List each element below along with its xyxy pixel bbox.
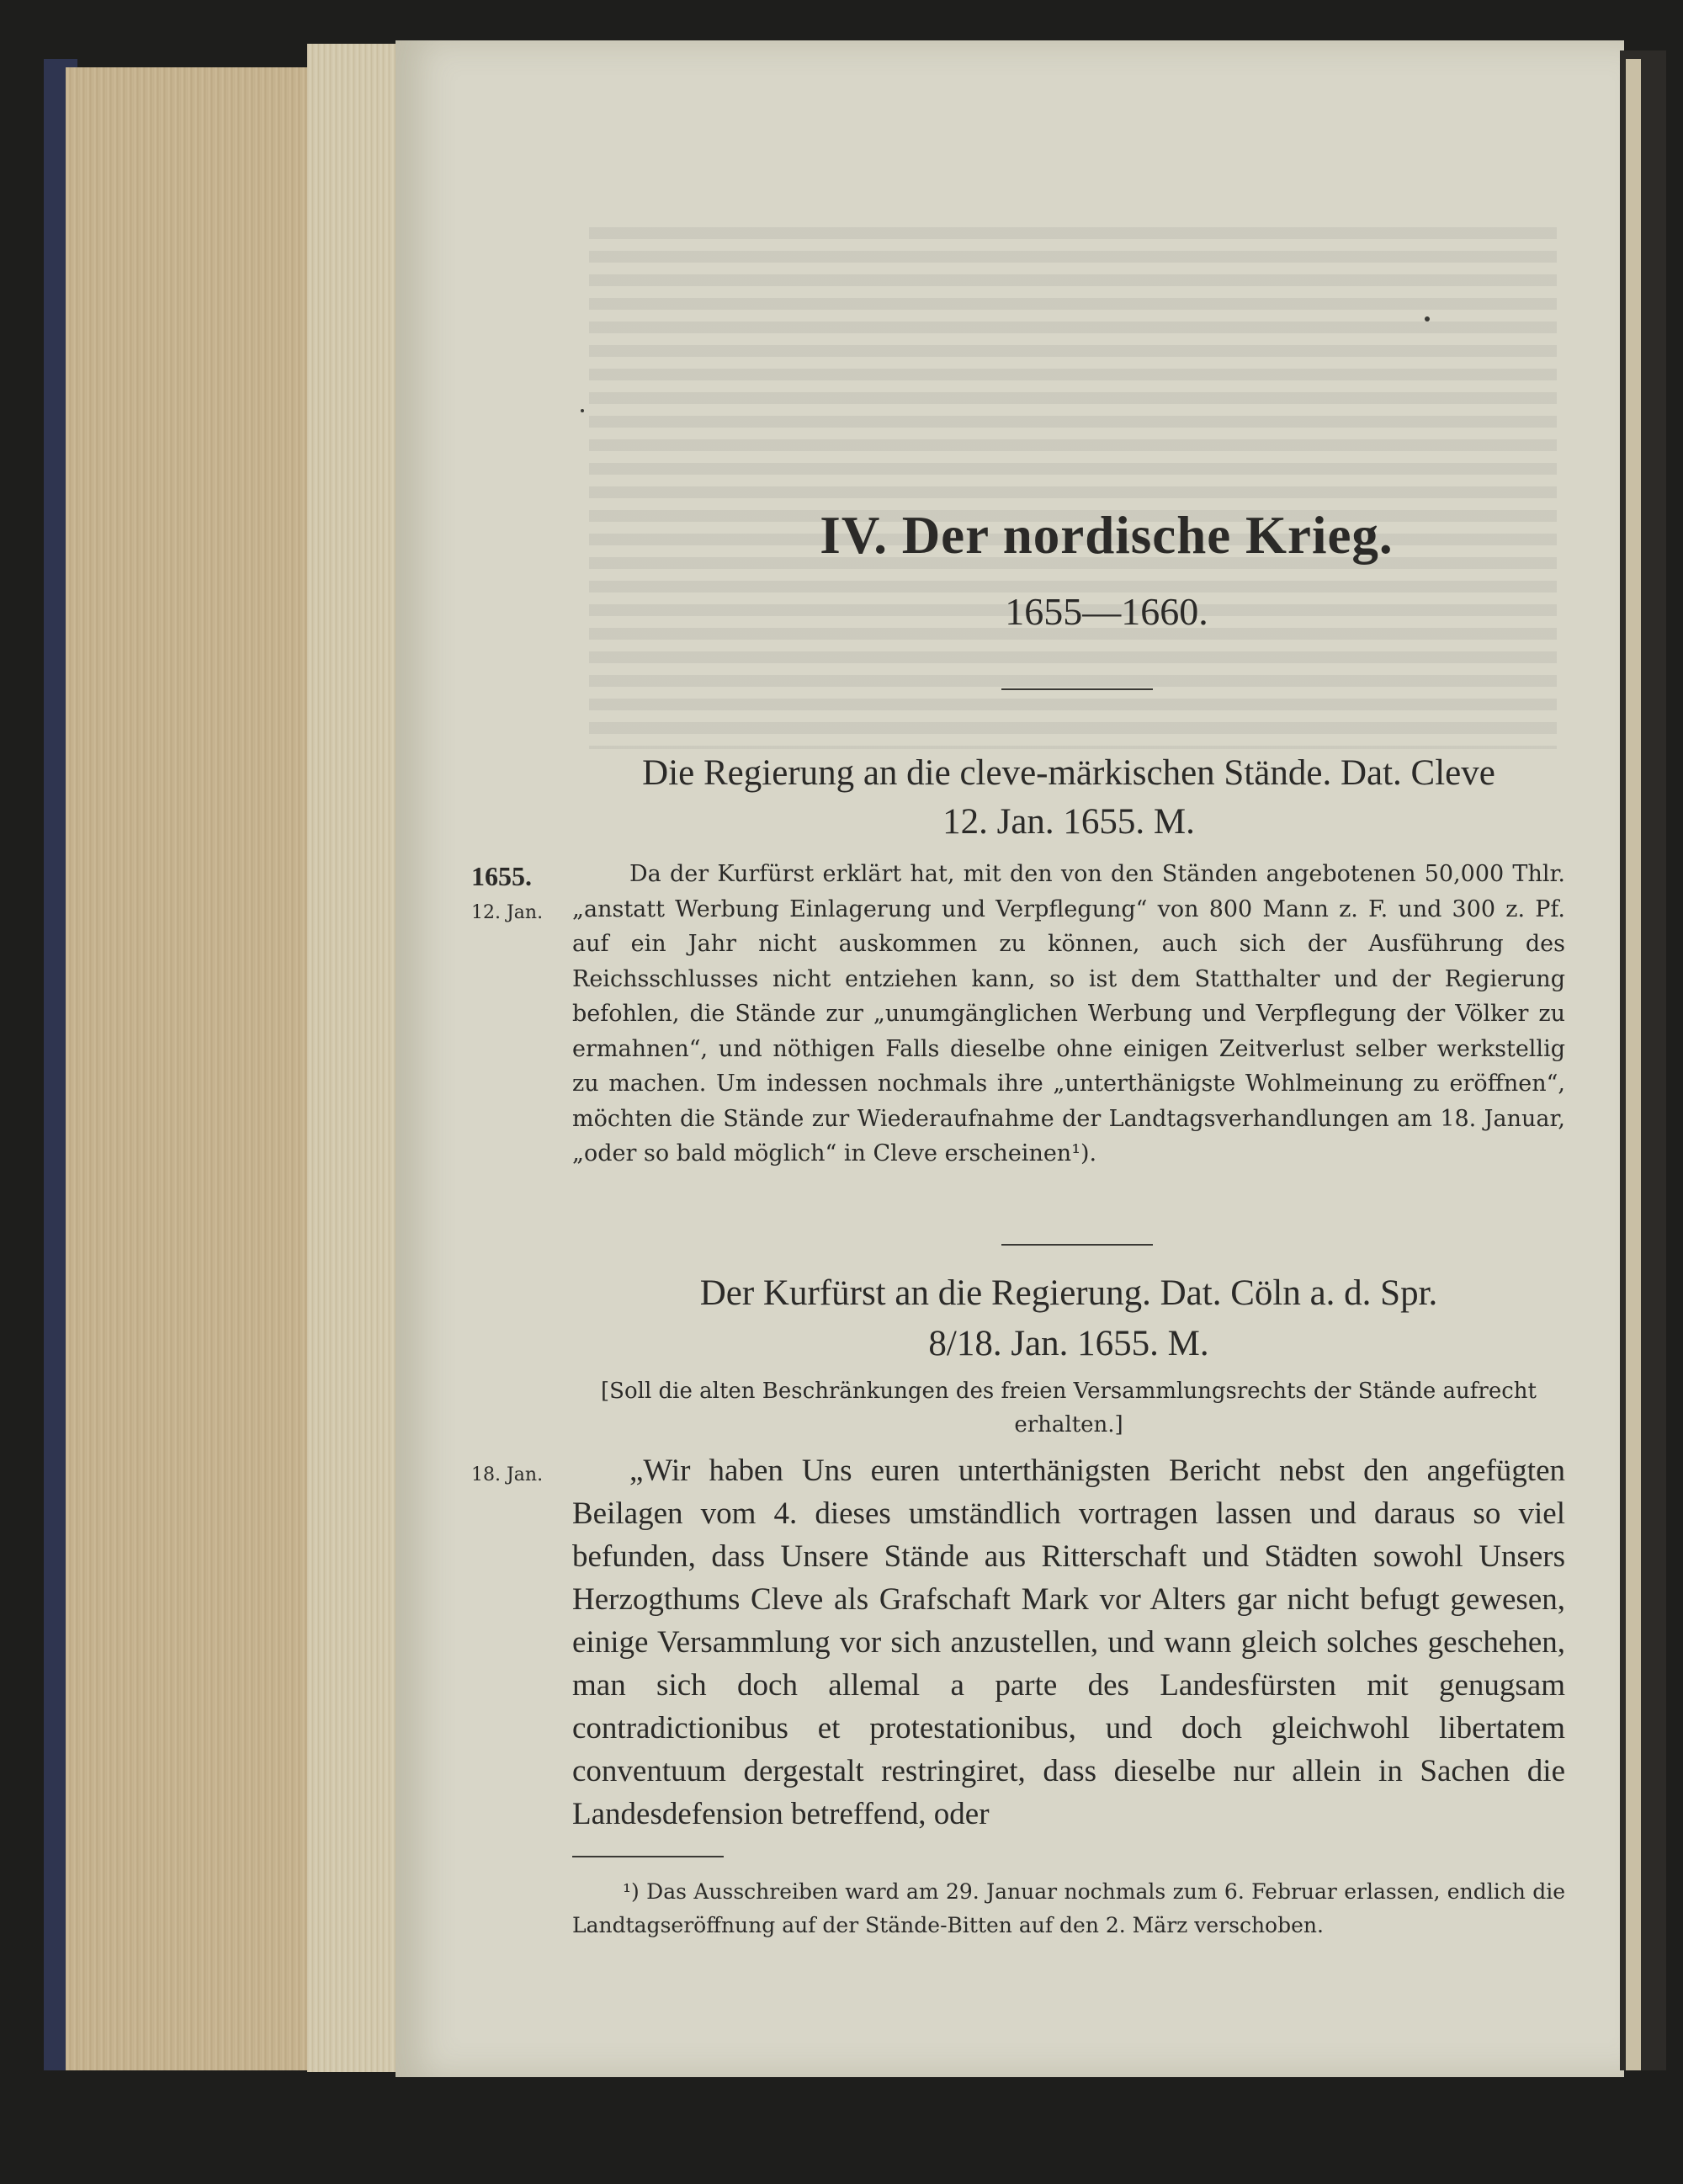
- bleed-through-text: [589, 227, 1557, 749]
- margin-date: 18. Jan.: [471, 1464, 544, 1485]
- page-edges: [66, 67, 318, 2070]
- footnote-rule: [572, 1856, 724, 1857]
- page-edge-inner: [307, 44, 400, 2072]
- section1-heading-line2: 12. Jan. 1655. M.: [942, 802, 1195, 842]
- next-page-edge: [1626, 59, 1641, 2070]
- section1-body: Da der Kurfürst erklärt hat, mit den von den Ständen angebotenen 50,000 Thlr. „anstatt Werbung Einlagerung und Verpflegung“ von 800 Mann z. F. und 300 z. Pf. auf ein Jahr nicht auskommen zu können, auch sich der Ausführung des Reichsschlusses nicht entziehen kann, so ist dem Statthalter und der Regierung befohlen, die Stände zur „unumgänglichen Werbung und Verpflegung der Völker zu ermahnen“, und nöthigen Falls dieselbe ohne einigen Zeitverlust selber werkstellig zu machen. Um indessen nochmals ihre „unterthänigste Wohlmeinung zu eröffnen“, möchten die Stände zur Wiederaufnahme der Landtagsverhandlungen am 18. Januar, „oder so bald möglich“ in Cleve erscheinen¹).: [572, 861, 1565, 1166]
- margin-date: 12. Jan.: [471, 902, 544, 923]
- margin-year: 1655.: [471, 861, 532, 891]
- footnote: ¹) Das Ausschreiben ward am 29. Januar nochmals zum 6. Februar erlassen, endlich die Landtagseröffnung auf der Stände-Bitten auf den 2. März verschoben.: [572, 1879, 1565, 1937]
- chapter-years: 1655—1660.: [1005, 590, 1208, 633]
- chapter-title: IV. Der nordische Krieg.: [820, 506, 1394, 565]
- section2-heading-line2: 8/18. Jan. 1655. M.: [928, 1324, 1209, 1363]
- divider: [1001, 1244, 1153, 1246]
- section1-heading-line1: Die Regierung an die cleve-märkischen Stände. Dat. Cleve: [642, 753, 1495, 793]
- divider: [1001, 688, 1153, 690]
- section2-heading-line1: Der Kurfürst an die Regierung. Dat. Cöln a. d. Spr.: [699, 1273, 1438, 1313]
- section2-body: „Wir haben Uns euren unterthänigsten Bericht nebst den angefügten Beilagen vom 4. dieses umständlich vortragen lassen und daraus so viel befunden, dass Unsere Stände aus Ritterschaft und Städten sowohl Unsers Herzogthums Cleve als Grafschaft Mark vor Alters gar nicht befugt gewesen, einige Versammlung vor sich anzustellen, und wann gleich solches geschehen, man sich doch allemal a parte des Landesfürsten mit genugsam contradictionibus et protestationibus, und doch gleichwohl libertatem conventuum dergestalt restringiret, dass dieselbe nur allein in Sachen die Landesdefension betreffend, oder: [572, 1453, 1565, 1831]
- speck: [581, 409, 584, 412]
- section2-summary: [Soll die alten Beschränkungen des freien Versammlungsrechts der Stände aufrecht erhalten.]: [601, 1379, 1537, 1437]
- speck: [1425, 316, 1430, 321]
